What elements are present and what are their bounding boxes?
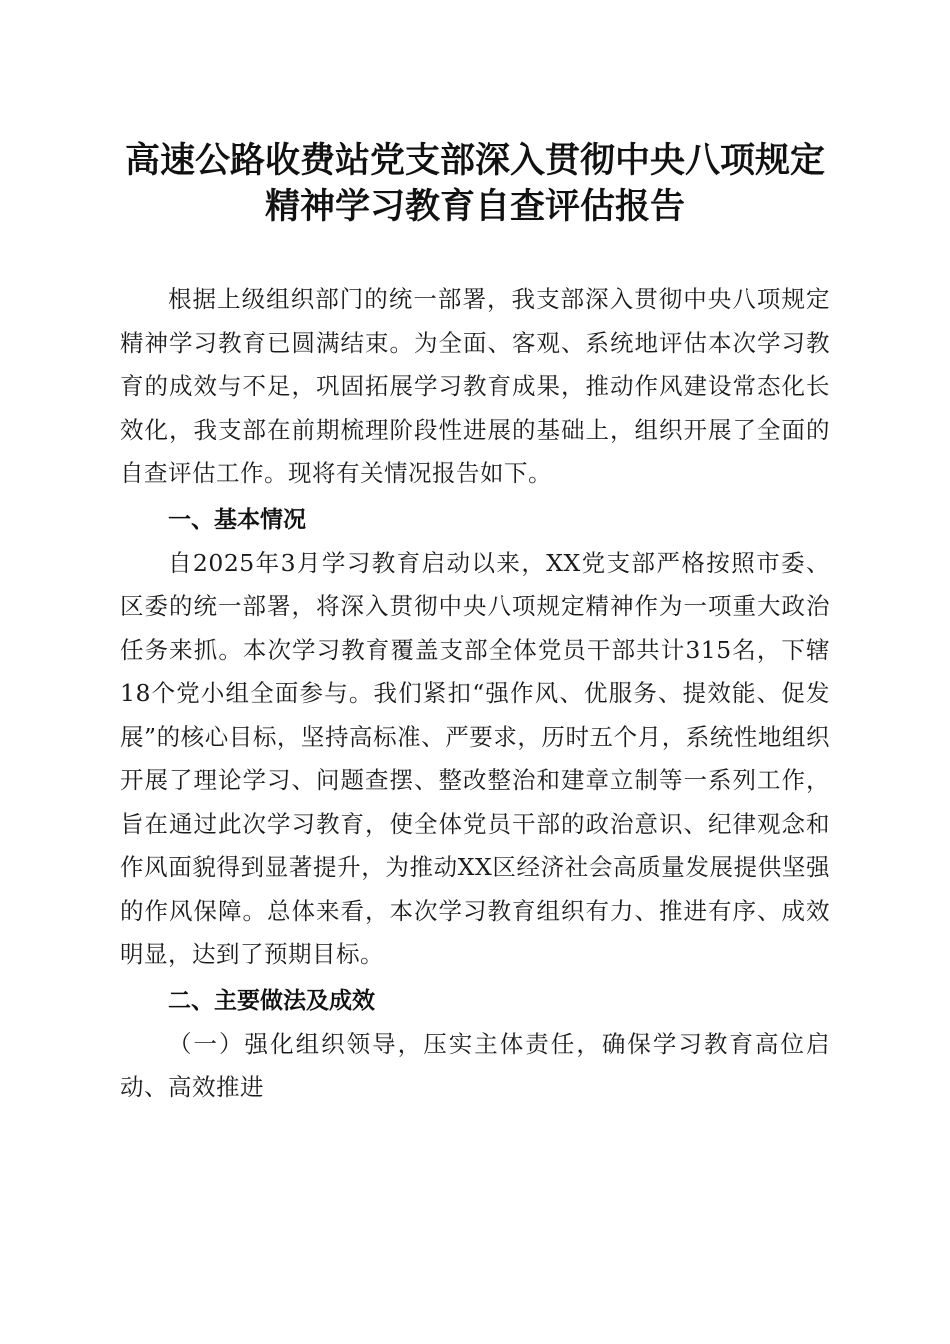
document-body — [120, 278, 830, 1110]
section-basic-paragraph: 自2025年3月学习教育启动以来，XX党支部严格按照市委、区委的统一部署，将深入贯彻中央八项规定精神作为一项重大政治任务来抓。本次学习教育覆盖支部全体党员干部共计315名，下辖18个党小组全面参与。我们紧扣“强作风、优服务、提效能、促发展”的核心目标，坚持高标准、严要求，历时五个月，系统性地组织开展了理论学习、问题查摆、整改整治和建章立制等一系列工作，旨在通过此次学习教育，使全体党员干部的政治意识、纪律观念和作风面貌得到显著提升，为推动XX区经济社会高质量发展提供坚强的作风保障。总体来看，本次学习教育组织有力、推进有序、成效明显，达到了预期目标。 — [120, 548, 830, 968]
title-line-2: 精神学习教育自查评估报告 — [264, 186, 685, 227]
section-heading-measures: 二、主要做法及成效 — [168, 987, 375, 1014]
section-heading-basic: 一、基本情况 — [168, 506, 306, 533]
document-title — [0, 138, 950, 230]
title-line-1: 高速公路收费站党支部深入贯彻中央八项规定 — [124, 140, 825, 181]
intro-paragraph: 根据上级组织部门的统一部署，我支部深入贯彻中央八项规定精神学习教育已圆满结束。为全面、客观、系统地评估本次学习教育的成效与不足，巩固拓展学习教育成果，推动作风建设常态化长效化，我支部在前期梳理阶段性进展的基础上，组织开展了全面的自查评估工作。现将有关情况报告如下。 — [120, 285, 830, 487]
subsection-heading-1: （一）强化组织领导，压实主体责任，确保学习教育高位启动、高效推进 — [120, 1029, 830, 1101]
